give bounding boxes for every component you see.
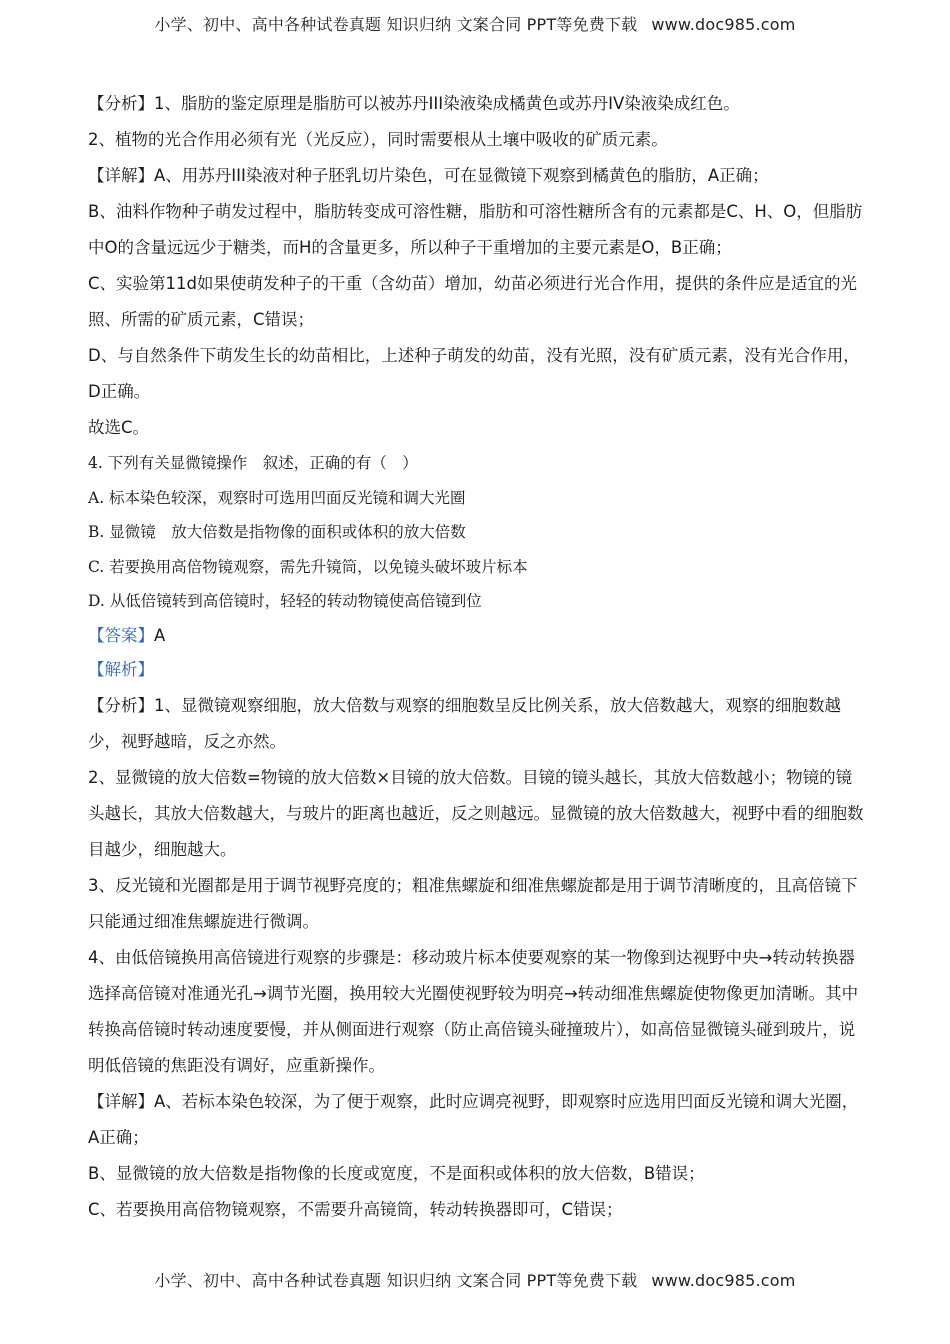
paragraph: 3、反光镜和光圈都是用于调节视野亮度的；粗准焦螺旋和细准焦螺旋都是用于调节清晰度的，且高倍镜下只能通过细准焦螺旋进行微调。 [88, 875, 858, 931]
answer-line [88, 619, 868, 654]
answer-label: 【答案】 [88, 625, 154, 645]
document-body [88, 86, 868, 1228]
paragraph: 4、由低倍镜换用高倍镜进行观察的步骤是：移动玻片标本使要观察的某一物像到达视野中央→转动转换器选择高倍镜对准通光孔→调节光圈，换用较大光圈使视野较为明亮→转动细准焦螺旋使物像更加清晰。其中转换高倍镜时转动速度要慢，并从侧面进行观察（防止高倍镜头碰撞玻片），如高倍显微镜头碰到玻片，说明低倍镜的焦距没有调好，应重新操作。 [88, 947, 859, 1075]
header-url[interactable]: www.doc985.com [651, 15, 796, 34]
header-text: 小学、初中、高中各种试卷真题 知识归纳 文案合同 PPT等免费下载 [154, 15, 638, 34]
question-stem: 4. 下列有关显微镜操作 叙述，正确的有（ ） [88, 454, 418, 472]
paragraph: 2、植物的光合作用必须有光（光反应），同时需要根从土壤中吸收的矿质元素。 [88, 130, 668, 149]
paragraph: B、显微镜的放大倍数是指物像的长度或宽度，不是面积或体积的放大倍数，B错误； [88, 1163, 705, 1183]
question-option: D. 从低倍镜转到高倍镜时，轻轻的转动物镜使高倍镜到位 [88, 592, 482, 610]
question-option: A. 标本染色较深，观察时可选用凹面反光镜和调大光圈 [88, 488, 466, 507]
paragraph: 故选C。 [88, 418, 150, 437]
footer-url[interactable]: www.doc985.com [651, 1271, 796, 1290]
footer-text: 小学、初中、高中各种试卷真题 知识归纳 文案合同 PPT等免费下载 [154, 1271, 638, 1290]
answer-value: A [154, 625, 166, 645]
paragraph: C、若要换用高倍物镜观察，不需要升高镜筒，转动转换器即可，C错误； [88, 1199, 623, 1219]
paragraph: D、与自然条件下萌发生长的幼苗相比，上述种子萌发的幼苗，没有光照，没有矿质元素，没有光合作用，D正确。 [88, 346, 860, 401]
paragraph: B、油料作物种子萌发过程中，脂肪转变成可溶性糖，脂肪和可溶性糖所含有的元素都是C、H、O，但脂肪中O的含量远远少于糖类，而H的含量更多，所以种子干重增加的主要元素是O，B正确； [88, 202, 863, 257]
page-header [0, 12, 950, 35]
paragraph: 【详解】A、用苏丹III染液对种子胚乳切片染色，可在显微镜下观察到橘黄色的脂肪，A正确； [88, 166, 769, 185]
question-option: B. 显微镜 放大倍数是指物像的面积或体积的放大倍数 [88, 523, 466, 541]
paragraph: 【分析】1、显微镜观察细胞，放大倍数与观察的细胞数呈反比例关系，放大倍数越大，观察的细胞数越少，视野越暗，反之亦然。 [88, 695, 841, 751]
paragraph: 2、显微镜的放大倍数=物镜的放大倍数×目镜的放大倍数。目镜的镜头越长，其放大倍数越小；物镜的镜头越长，其放大倍数越大，与玻片的距离也越近，反之则越远。显微镜的放大倍数越大，视野中看的细胞数目越少，细胞越大。 [88, 767, 864, 859]
paragraph: 【详解】A、若标本染色较深，为了便于观察，此时应调亮视野，即观察时应选用凹面反光镜和调大光圈，A正确； [88, 1091, 859, 1147]
question-option: C. 若要换用高倍物镜观察，需先升镜筒，以免镜头破坏玻片标本 [88, 557, 528, 576]
jiexi-label: 【解析】 [88, 660, 154, 679]
paragraph: 【分析】1、脂肪的鉴定原理是脂肪可以被苏丹III染液染成橘黄色或苏丹IV染液染成红色。 [88, 94, 740, 113]
page-footer [0, 1268, 950, 1291]
paragraph: C、实验第11d如果使萌发种子的干重（含幼苗）增加，幼苗必须进行光合作用，提供的条件应是适宜的光照、所需的矿质元素，C错误； [88, 274, 857, 329]
